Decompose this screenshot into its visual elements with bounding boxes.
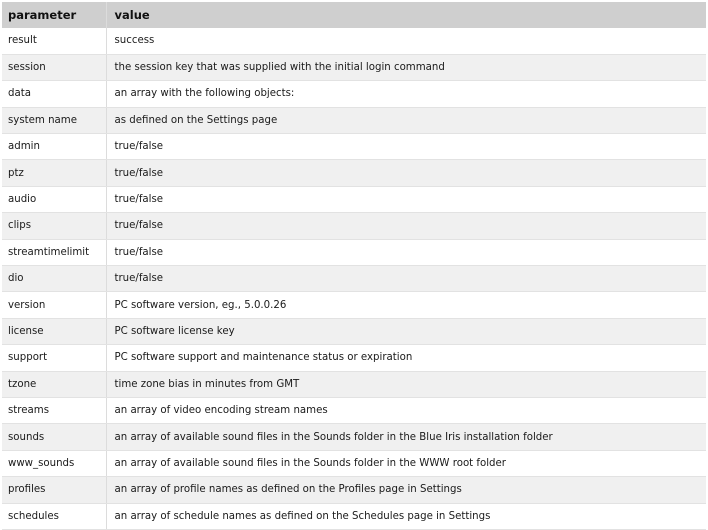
param-name: admin (2, 134, 106, 160)
param-value: true/false (106, 134, 706, 160)
param-name: support (2, 345, 106, 371)
param-value: an array of available sound files in the Sounds folder in the Blue Iris installation folder (106, 424, 706, 450)
param-name: profiles (2, 477, 106, 503)
table-row (2, 160, 706, 186)
param-value: an array of available sound files in the Sounds folder in the WWW root folder (106, 450, 706, 476)
param-name: result (2, 28, 106, 54)
param-name: tzone (2, 371, 106, 397)
table-row (2, 424, 706, 450)
table-row (2, 186, 706, 212)
param-name: version (2, 292, 106, 318)
parameter-table (2, 2, 706, 530)
param-value: the session key that was supplied with the initial login command (106, 54, 706, 80)
table-row (2, 292, 706, 318)
param-value: an array of video encoding stream names (106, 397, 706, 423)
param-name: streamtimelimit (2, 239, 106, 265)
table-row (2, 54, 706, 80)
table-header-row (2, 2, 706, 28)
param-value: an array with the following objects: (106, 81, 706, 107)
param-name: data (2, 81, 106, 107)
param-value: true/false (106, 186, 706, 212)
param-name: system name (2, 107, 106, 133)
table-row (2, 397, 706, 423)
table-row (2, 107, 706, 133)
param-value: true/false (106, 239, 706, 265)
param-name: schedules (2, 503, 106, 529)
param-value: true/false (106, 213, 706, 239)
table-row (2, 345, 706, 371)
param-value: an array of profile names as defined on the Profiles page in Settings (106, 477, 706, 503)
header-parameter: parameter (2, 2, 106, 28)
param-value: true/false (106, 160, 706, 186)
table-row (2, 477, 706, 503)
param-name: dio (2, 266, 106, 292)
table-row (2, 28, 706, 54)
table-row (2, 266, 706, 292)
param-name: audio (2, 186, 106, 212)
param-value: success (106, 28, 706, 54)
table-row (2, 318, 706, 344)
param-name: session (2, 54, 106, 80)
table-row (2, 371, 706, 397)
header-value: value (114, 8, 150, 22)
param-value: PC software version, eg., 5.0.0.26 (106, 292, 706, 318)
param-value: PC software support and maintenance status or expiration (106, 345, 706, 371)
table-row (2, 239, 706, 265)
table-row (2, 81, 706, 107)
param-value: PC software license key (106, 318, 706, 344)
param-name: clips (2, 213, 106, 239)
param-name: streams (2, 397, 106, 423)
param-name: www_sounds (2, 450, 106, 476)
param-value: time zone bias in minutes from GMT (106, 371, 706, 397)
param-name: license (2, 318, 106, 344)
param-value: as defined on the Settings page (106, 107, 706, 133)
param-value: an array of schedule names as defined on the Schedules page in Settings (106, 503, 706, 529)
param-value: true/false (106, 266, 706, 292)
table-row (2, 450, 706, 476)
param-name: ptz (2, 160, 106, 186)
table-row (2, 213, 706, 239)
table-row (2, 134, 706, 160)
table-row (2, 503, 706, 529)
param-name: sounds (2, 424, 106, 450)
